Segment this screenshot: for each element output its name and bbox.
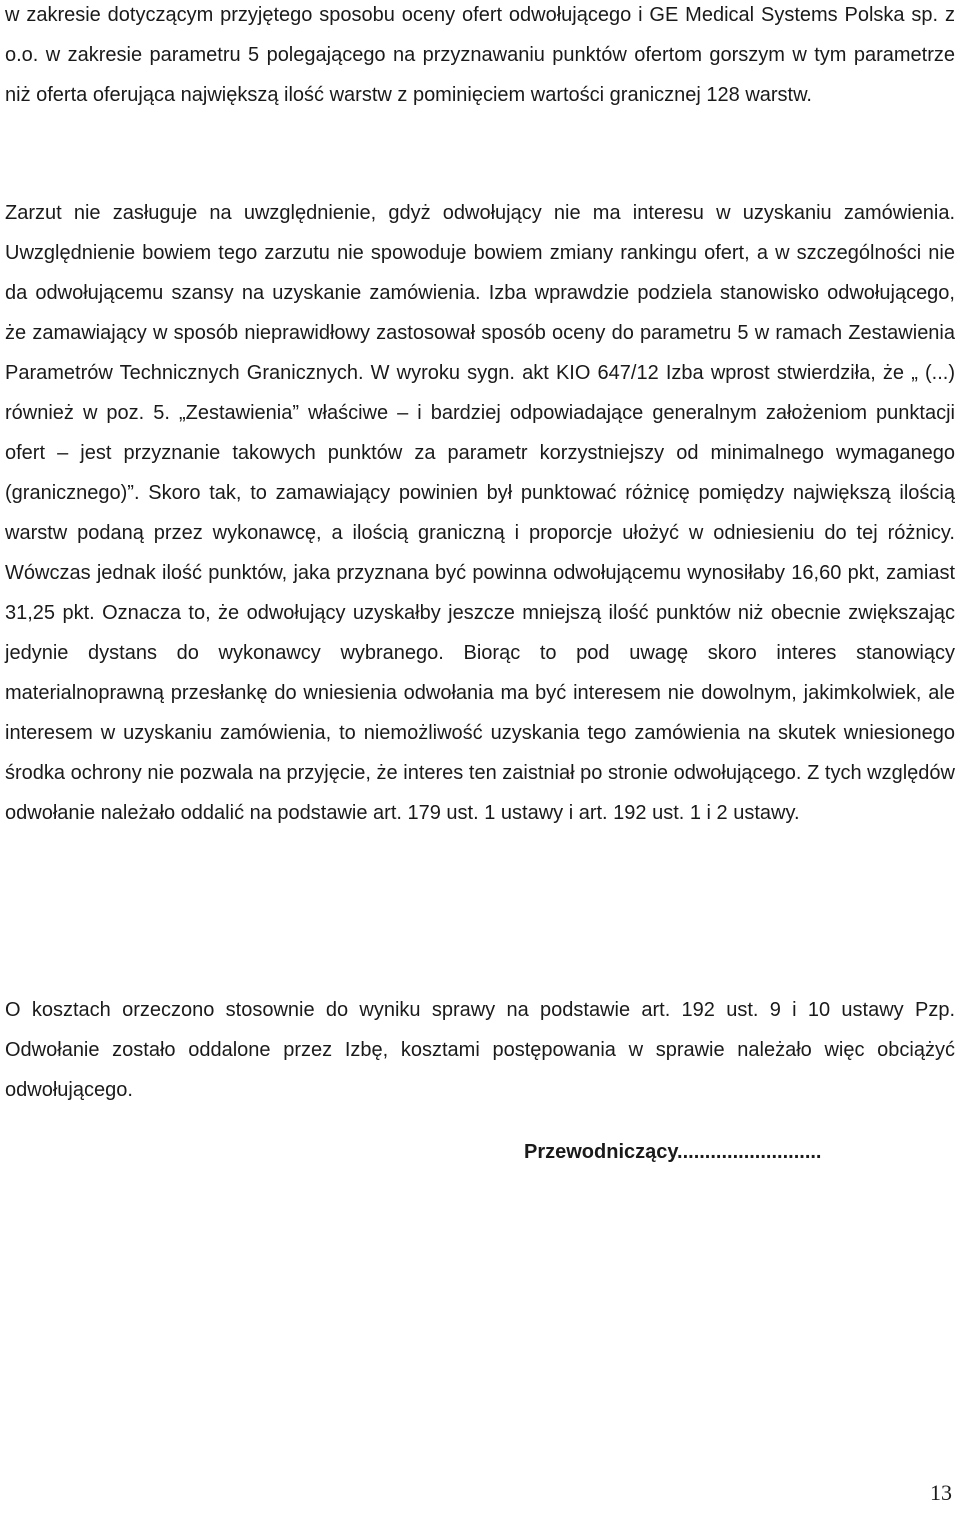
- paragraph-1: w zakresie dotyczącym przyjętego sposobu oceny ofert odwołującego i GE Medical Systems Polska sp. z o.o. w zakresie parametru 5 polegającego na przyznawaniu punktów ofertom gorszym w tym parametrze niż oferta oferująca największą ilość warstw z pominięciem wartości granicznej 128 warstw.: [5, 4, 955, 106]
- page-number: 13: [930, 1480, 952, 1505]
- paragraph-2: Zarzut nie zasługuje na uwzględnienie, gdyż odwołujący nie ma interesu w uzyskaniu zamówienia. Uwzględnienie bowiem tego zarzutu nie spowoduje bowiem zmiany rankingu ofert, a w szczególności nie da odwołującemu szansy na uzyskanie zamówienia. Izba wprawdzie podziela stanowisko odwołującego, że zamawiający w sposób nieprawidłowy zastosował sposób oceny do parametru 5 w ramach Zestawienia Parametrów Technicznych Granicznych. W wyroku sygn. akt KIO 647/12 Izba wprost stwierdziła, że „ (...) również w poz. 5. „Zestawienia” właściwe – i bardziej odpowiadające generalnym założeniom punktacji ofert – jest przyznanie takowych punktów za parametr korzystniejszy od minimalnego wymaganego (granicznego)”. Skoro tak, to zamawiający powinien był punktować różnicę pomiędzy największą ilością warstw podaną przez wykonawcę, a ilością graniczną i proporcje ułożyć w odniesieniu do tej różnicy. Wówczas jednak ilość punktów, jaka przyznana być powinna odwołującemu wynosiłaby 16,60 pkt, zamiast 31,25 pkt. Oznacza to, że odwołujący uzyskałby jeszcze mniejszą ilość punktów niż obecnie zwiększając jedynie dystans do wykonawcy wybranego. Biorąc to pod uwagę skoro interes stanowiący materialnoprawną przesłankę do wniesienia odwołania ma być interesem nie dowolnym, jakimkolwiek, ale interesem w uzyskaniu zamówienia, to niemożliwość uzyskania tego zamówienia na skutek wniesionego środka ochrony nie pozwala na przyjęcie, że interes ten zaistniał po stronie odwołującego. Z tych względów odwołanie należało oddalić na podstawie art. 179 ust. 1 ustawy i art. 192 ust. 1 i 2 ustawy.: [5, 202, 955, 824]
- paragraph-3: O kosztach orzeczono stosownie do wyniku sprawy na podstawie art. 192 ust. 9 i 10 ustawy Pzp. Odwołanie zostało oddalone przez Izbę, kosztami postępowania w sprawie należało więc obciążyć odwołującego.: [5, 999, 955, 1101]
- signature-line: Przewodniczący..........................: [524, 1141, 822, 1163]
